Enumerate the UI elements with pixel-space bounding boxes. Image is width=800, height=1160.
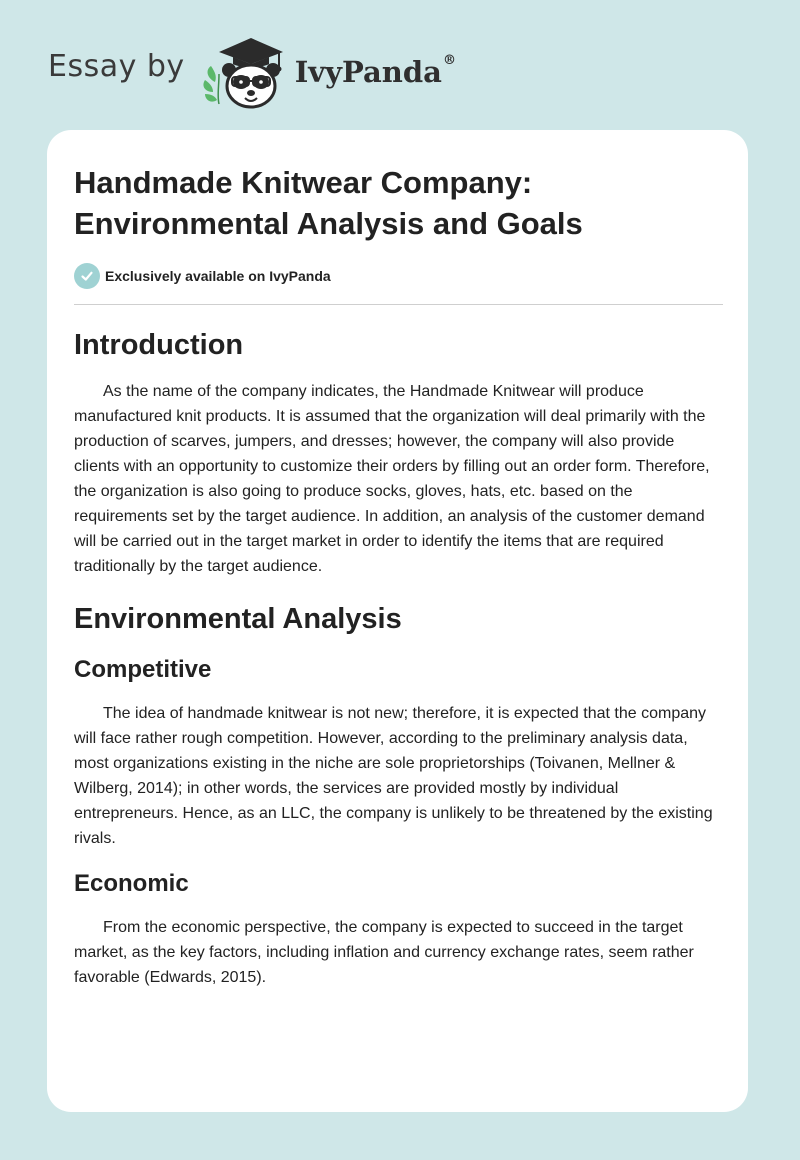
essay-card <box>47 130 748 1112</box>
ivy-leaf-icon <box>203 66 219 104</box>
essay-by-label: Essay by <box>48 48 185 84</box>
section-heading-environmental-analysis: Environmental Analysis <box>74 603 402 635</box>
divider <box>74 304 723 305</box>
registered-mark: ® <box>442 53 456 68</box>
paragraph-competitive: The idea of handmade knitwear is not new; therefore, it is expected that the company will face rather rough competition. However, according to the preliminary analysis data, most organizations existing in the niche are sole proprietorships (Toivanen, Mellner & Wilberg, 2014); in other words, the services are provided mostly by individual entrepreneurs. Hence, as an LLC, the company is unlikely to be threatened by the existing rivals. <box>74 705 713 847</box>
panda-logo-icon[interactable] <box>199 30 291 110</box>
exclusive-badge <box>74 262 723 290</box>
check-icon <box>74 263 100 289</box>
ivypanda-brand[interactable]: IvyPanda® <box>294 53 456 89</box>
paragraph-economic: From the economic perspective, the company is expected to succeed in the target market, as the key factors, including inflation and currency exchange rates, seem rather favorable (Edwards, 2015). <box>74 919 694 986</box>
site-header <box>48 30 456 110</box>
essay-content <box>74 162 723 990</box>
subsection-heading-economic: Economic <box>74 870 189 897</box>
subsection-heading-competitive: Competitive <box>74 656 212 683</box>
section-heading-introduction: Introduction <box>74 329 244 361</box>
paragraph-introduction: As the name of the company indicates, the Handmade Knitwear will produce manufactured knit products. It is assumed that the organization will deal primarily with the production of scarves, jumpers, and dresses; however, the company will also provide clients with an opportunity to customize their orders by filling out an order form. Therefore, the organization is also going to produce socks, gloves, hats, etc. based on the requirements set by the target audience. In addition, an analysis of the customer demand will be carried out in the target market in order to identify the items that are required traditionally by the target audience. <box>74 383 710 575</box>
exclusive-badge-text: Exclusively available on IvyPanda <box>105 268 331 284</box>
page-title: Handmade Knitwear Company: Environmental Analysis and Goals <box>74 165 583 241</box>
